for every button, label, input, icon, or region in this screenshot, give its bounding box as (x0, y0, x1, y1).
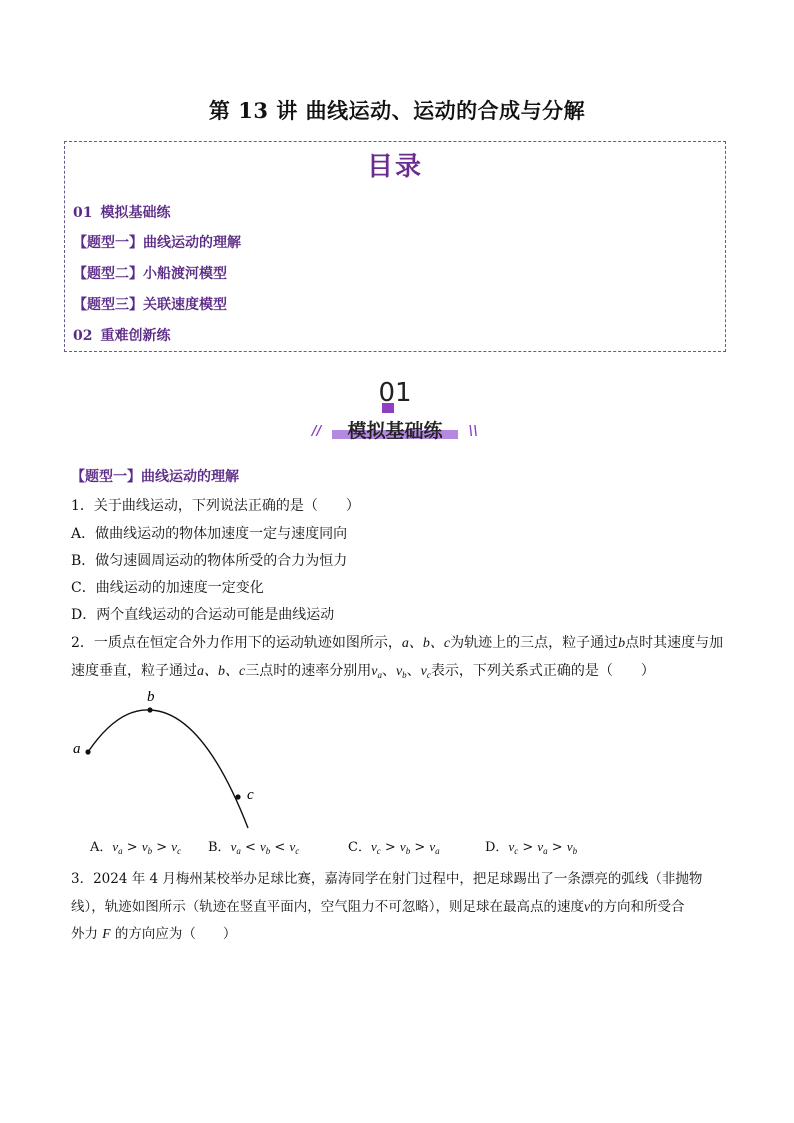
answer-sub: a (236, 846, 241, 856)
q2-answer-b[interactable] (208, 836, 299, 856)
type-heading: 【题型一】曲线运动的理解 (71, 469, 239, 485)
answer-rel: < (240, 840, 261, 855)
q1-option-b: B．做匀速圆周运动的物体所受的合力为恒力 (71, 553, 348, 569)
toc-item-label: 【题型二】小船渡河模型 (73, 266, 227, 282)
answer-rel: > (122, 840, 142, 855)
q3-v: v (584, 899, 590, 914)
q3-text: 的方向和所受合 (590, 899, 685, 915)
toc-item-type3[interactable] (73, 294, 227, 314)
q1-option-c: C．曲线运动的加速度一定变化 (71, 580, 264, 596)
answer-letter: C． (348, 840, 371, 855)
q2-v: v (420, 664, 427, 679)
point-b-marker (147, 707, 152, 712)
q3-text: 的方向应为（ ） (114, 926, 237, 942)
q3-stem-line1: 3．2024 年 4 月梅州某校举办足球比赛，嘉涛同学在射门过程中，把足球踢出了一条漂亮的弧线（非抛物 (71, 871, 703, 887)
answer-sub: c (514, 846, 519, 856)
toc-item-type2[interactable] (73, 263, 227, 283)
q3-stem-line2 (71, 895, 685, 915)
toc-item-label: 【题型一】曲线运动的理解 (73, 235, 241, 251)
answer-rel: < (270, 840, 290, 855)
q2-text: 2．一质点在恒定合外力作用下的运动轨迹如图所示， (71, 635, 402, 651)
lesson-title: 第 13 讲 曲线运动、运动的合成与分解 (208, 98, 586, 123)
q1-option-a: A．做曲线运动的物体加速度一定与速度同向 (71, 526, 348, 542)
answer-sub: b (572, 846, 578, 856)
table-of-contents (64, 141, 726, 352)
answer-sub: a (435, 846, 440, 856)
q2-point-b: b (618, 636, 626, 651)
answer-sub: c (295, 846, 300, 856)
answer-sub: c (376, 846, 381, 856)
q2-sep: 、 (381, 663, 396, 679)
answer-sub: b (147, 846, 153, 856)
trajectory-figure (68, 683, 268, 833)
q2-v: v (395, 664, 403, 679)
answer-v: v (141, 839, 148, 854)
answer-rel: > (152, 840, 172, 855)
toc-heading: 目录 (366, 152, 423, 182)
section-title-wrap (310, 416, 480, 440)
answer-v: v (260, 839, 266, 854)
q2-sub: a (377, 670, 382, 680)
q2-points: a、b、c (401, 636, 451, 651)
answer-sub: c (177, 846, 182, 856)
q2-text: 速度垂直，粒子通过 (71, 663, 197, 679)
q2-answer-c[interactable] (348, 836, 440, 856)
point-a-marker (85, 749, 90, 754)
q3-text: 线），轨迹如图所示（轨迹在竖直平面内，空气阻力不可忽略），则足球在最高点的速度 (71, 899, 584, 915)
answer-v: v (429, 839, 436, 854)
q2-answer-a[interactable] (90, 836, 181, 856)
answer-v: v (566, 839, 573, 854)
slash-decoration-left: // (312, 424, 322, 439)
answer-sub: b (405, 846, 411, 856)
answer-v: v (399, 839, 406, 854)
point-c-label: c (247, 787, 254, 803)
point-b-label: b (147, 689, 155, 705)
point-c-marker (235, 794, 240, 799)
answer-v: v (230, 839, 237, 854)
toc-item-label: 模拟基础练 (100, 205, 171, 221)
answer-v: v (508, 839, 515, 854)
toc-item-number: 02 (73, 328, 93, 344)
answer-rel: > (380, 840, 400, 855)
toc-item-section2[interactable] (73, 325, 170, 345)
q2-stem-line1 (71, 632, 723, 652)
q2-text: 表示，下列关系式正确的是（ ） (430, 663, 655, 679)
answer-sub: b (265, 846, 271, 856)
section-number: 01 (378, 378, 412, 408)
q2-v: v (371, 664, 378, 679)
q2-text: 为轨迹上的三点，粒子通过 (450, 635, 619, 651)
answer-rel: > (410, 840, 430, 855)
q2-sub: c (426, 670, 431, 680)
answer-v: v (537, 839, 544, 854)
q1-option-d: D．两个直线运动的合运动可能是曲线运动 (71, 607, 335, 623)
q2-text: 三点时的速率分别用 (245, 663, 372, 679)
q1-stem: 1．关于曲线运动，下列说法正确的是（ ） (71, 498, 360, 514)
point-a-label: a (73, 741, 81, 757)
answer-sub: a (543, 846, 548, 856)
answer-letter: A． (90, 840, 113, 855)
answer-rel: > (518, 840, 538, 855)
q2-stem-line2 (71, 660, 655, 680)
answer-v: v (112, 839, 119, 854)
section-title: 模拟基础练 (347, 420, 443, 442)
q2-answer-d[interactable] (485, 836, 577, 856)
q3-text: 外力 (71, 926, 98, 942)
answer-sub: a (118, 846, 123, 856)
toc-item-label: 【题型三】关联速度模型 (73, 297, 227, 313)
q2-sub: b (402, 670, 407, 680)
answer-letter: D． (485, 840, 509, 855)
section-banner (310, 378, 480, 440)
toc-item-number: 01 (73, 205, 93, 221)
q2-text: 点时其速度与加 (625, 635, 724, 651)
answer-v: v (370, 839, 377, 854)
toc-item-section1[interactable] (73, 202, 170, 222)
answer-letter: B． (208, 840, 231, 855)
q2-points: a、b、c (197, 664, 246, 679)
slash-decoration-right: \\ (468, 424, 478, 439)
answer-rel: > (547, 840, 567, 855)
toc-item-type1[interactable] (73, 232, 241, 252)
answer-v: v (289, 839, 296, 854)
q3-stem-line3 (71, 922, 236, 942)
answer-v: v (171, 839, 178, 854)
q2-sep: 、 (406, 663, 421, 679)
q3-force: F (102, 926, 111, 941)
toc-item-label: 重难创新练 (100, 328, 171, 344)
trajectory-curve (88, 710, 248, 828)
